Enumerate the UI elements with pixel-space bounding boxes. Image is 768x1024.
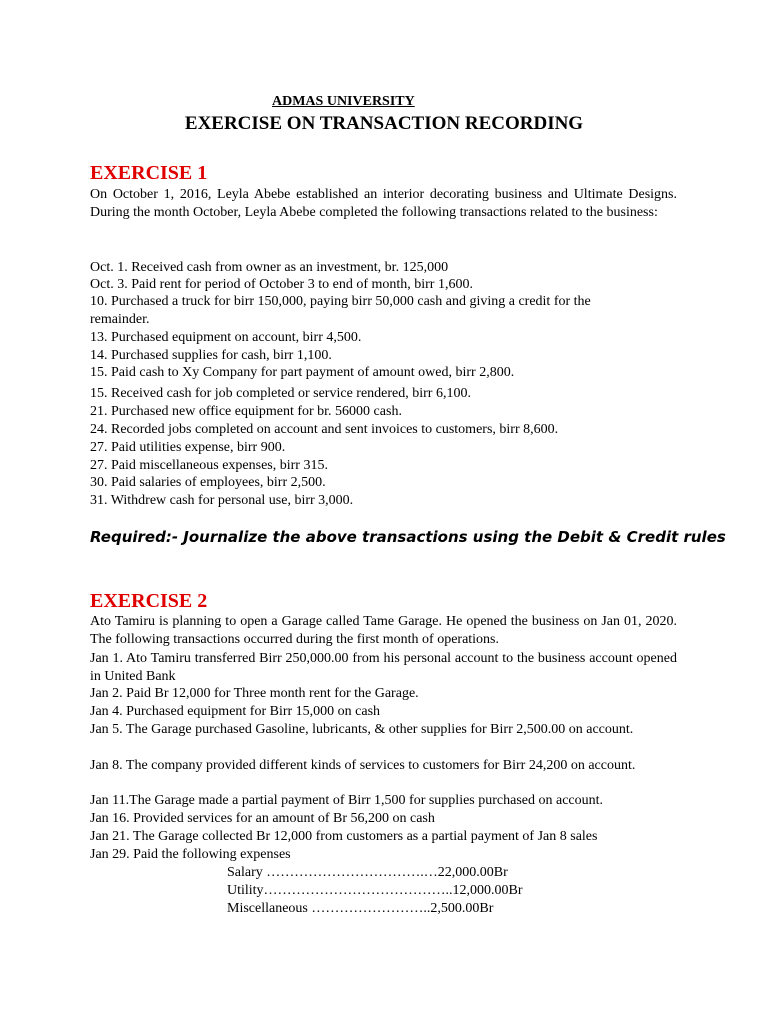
exercise-2-transaction: Jan 16. Provided services for an amount of Br 56,200 on cash [90, 811, 435, 826]
exercise-1-transaction: Oct. 3. Paid rent for period of October 3 to end of month, birr 1,600. [90, 277, 473, 292]
exercise-1-transaction: 31. Withdrew cash for personal use, birr 3,000. [90, 493, 354, 508]
university-name: ADMAS UNIVERSITY [272, 94, 415, 109]
document-title: EXERCISE ON TRANSACTION RECORDING [184, 113, 584, 134]
exercise-1-transaction: 27. Paid utilities expense, birr 900. [90, 440, 286, 455]
exercise-2-transaction: Jan 11.The Garage made a partial payment of Birr 1,500 for supplies purchased on account. [90, 793, 604, 808]
exercise-1-transaction: 30. Paid salaries of employees, birr 2,500. [90, 475, 326, 490]
exercise-2-transaction: Jan 4. Purchased equipment for Birr 15,000 on cash [90, 704, 381, 719]
exercise-1-transaction: 15. Received cash for job completed or service rendered, birr 6,100. [90, 386, 471, 401]
exercise-1-transaction: 10. Purchased a truck for birr 150,000, paying birr 50,000 cash and giving a credit for the remainder. [90, 294, 591, 327]
required-instruction: Required:- Journalize the above transactions using the Debit & Credit rules [90, 528, 726, 546]
exercise-2-transaction: Jan 21. The Garage collected Br 12,000 from customers as a partial payment of Jan 8 sales [90, 829, 598, 844]
exercise-1-transaction: 24. Recorded jobs completed on account and sent invoices to customers, birr 8,600. [90, 422, 559, 437]
exercise-1-transaction: 27. Paid miscellaneous expenses, birr 315. [90, 458, 328, 473]
expense-salary: Salary …………………………….…22,000.00Br [227, 865, 508, 880]
exercise-2-transaction: Jan 5. The Garage purchased Gasoline, lubricants, & other supplies for Birr 2,500.00 on account. [90, 722, 634, 737]
exercise-2-transaction: Jan 8. The company provided different kinds of services to customers for Birr 24,200 on account. [90, 758, 636, 773]
exercise-2-transaction: Jan 1. Ato Tamiru transferred Birr 250,000.00 from his personal account to the business account opened in United Bank [90, 651, 677, 684]
exercise-1-heading: EXERCISE 1 [90, 162, 208, 184]
expense-utility: Utility…………………………………..12,000.00Br [227, 883, 523, 898]
exercise-2-heading: EXERCISE 2 [90, 590, 208, 612]
exercise-1-transaction: 21. Purchased new office equipment for br. 56000 cash. [90, 404, 402, 419]
exercise-2-intro: Ato Tamiru is planning to open a Garage called Tame Garage. He opened the business on Jan 01, 2020. The following transactions occurred during the first month of operations. [90, 614, 677, 647]
exercise-2-transaction: Jan 2. Paid Br 12,000 for Three month rent for the Garage. [90, 686, 419, 701]
exercise-2-transaction: Jan 29. Paid the following expenses [90, 847, 291, 862]
exercise-1-transaction: Oct. 1. Received cash from owner as an investment, br. 125,000 [90, 260, 449, 275]
exercise-1-transaction: 15. Paid cash to Xy Company for part payment of amount owed, birr 2,800. [90, 365, 515, 380]
exercise-1-intro: On October 1, 2016, Leyla Abebe established an interior decorating business and Ultimate Designs. During the month October, Leyla Abebe completed the following transactions related to the business: [90, 187, 677, 220]
exercise-1-transaction: 14. Purchased supplies for cash, birr 1,100. [90, 348, 332, 363]
expense-miscellaneous: Miscellaneous ……………………..2,500.00Br [227, 901, 494, 916]
exercise-1-transaction: 13. Purchased equipment on account, birr 4,500. [90, 330, 362, 345]
